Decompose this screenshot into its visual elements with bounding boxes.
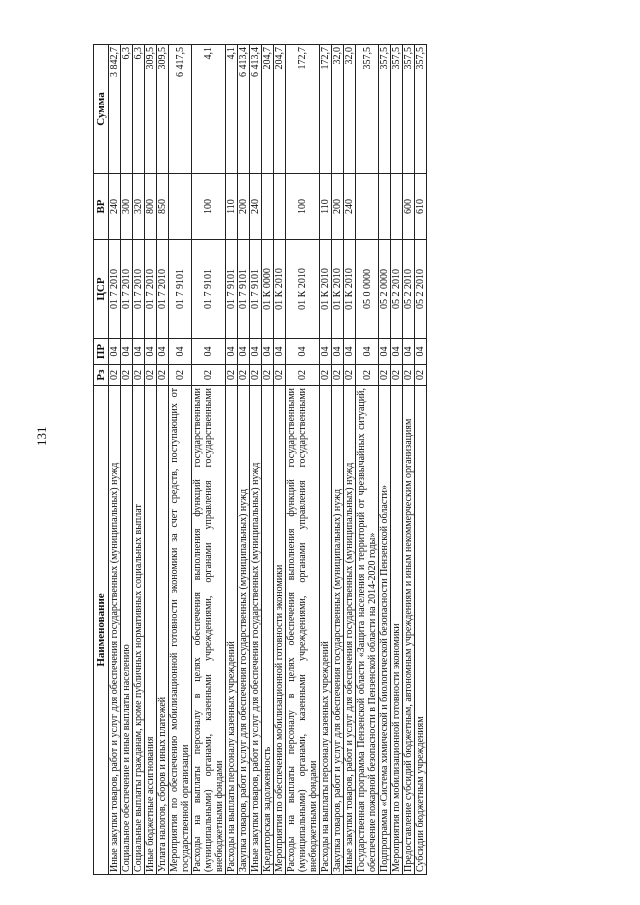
cell-rz: 02 — [286, 365, 320, 386]
cell-rz: 02 — [415, 365, 427, 386]
cell-csr: 01 7 2010 — [157, 240, 169, 339]
table-row — [192, 45, 226, 875]
cell-csr: 01 К 2010 — [320, 240, 332, 339]
cell-vr — [169, 174, 192, 240]
table-row — [109, 45, 121, 875]
cell-vr — [262, 174, 274, 240]
cell-name: Субсидии бюджетным учреждениям — [415, 386, 427, 875]
cell-pr: 04 — [109, 339, 121, 365]
cell-pr: 04 — [356, 339, 379, 365]
cell-name: Мероприятия по обеспечению мобилизационной готовности экономики за счет средств, поступающих от государственной организации — [169, 386, 192, 875]
cell-name: Кредиторская задолженность — [262, 386, 274, 875]
cell-pr: 04 — [192, 339, 226, 365]
table-row — [121, 45, 133, 875]
cell-rz: 02 — [391, 365, 403, 386]
cell-pr: 04 — [226, 339, 238, 365]
cell-sum: 6,3 — [121, 45, 133, 174]
cell-pr: 04 — [169, 339, 192, 365]
cell-sum: 3 842,7 — [109, 45, 121, 174]
header-pr: ПР — [94, 339, 109, 365]
cell-sum: 32,0 — [332, 45, 344, 174]
cell-rz: 02 — [145, 365, 157, 386]
cell-vr — [274, 174, 286, 240]
budget-table-container — [93, 45, 548, 875]
cell-sum: 6 417,5 — [169, 45, 192, 174]
cell-csr: 01 7 2010 — [133, 240, 145, 339]
cell-vr: 200 — [238, 174, 250, 240]
header-sum: Сумма — [94, 45, 109, 174]
cell-pr: 04 — [415, 339, 427, 365]
cell-rz: 02 — [169, 365, 192, 386]
cell-rz: 02 — [403, 365, 415, 386]
cell-sum: 32,0 — [344, 45, 356, 174]
cell-csr: 01 7 9101 — [169, 240, 192, 339]
cell-rz: 02 — [320, 365, 332, 386]
cell-rz: 02 — [157, 365, 169, 386]
cell-vr: 110 — [320, 174, 332, 240]
cell-pr: 04 — [250, 339, 262, 365]
cell-csr: 05 2 0000 — [379, 240, 391, 339]
cell-name: Государственная программа Пензенской области «Защита населения и территорий от чрезвычайных ситуаций, обеспечение пожарной безопасности в Пензенской области на 2014-2020 годы» — [356, 386, 379, 875]
cell-rz: 02 — [238, 365, 250, 386]
cell-csr: 01 7 2010 — [121, 240, 133, 339]
cell-vr: 320 — [133, 174, 145, 240]
cell-vr: 610 — [415, 174, 427, 240]
cell-rz: 02 — [379, 365, 391, 386]
cell-pr: 04 — [145, 339, 157, 365]
cell-name: Расходы на выплаты персоналу казенных учреждений — [320, 386, 332, 875]
cell-pr: 04 — [238, 339, 250, 365]
cell-vr: 110 — [226, 174, 238, 240]
cell-name: Социальные выплаты гражданам, кроме публичных нормативных социальных выплат — [133, 386, 145, 875]
cell-sum: 357,5 — [391, 45, 403, 174]
cell-name: Предоставление субсидий бюджетным, автономным учреждениям и иным некоммерческим организациям — [403, 386, 415, 875]
cell-sum: 172,7 — [286, 45, 320, 174]
cell-csr: 01 7 2010 — [145, 240, 157, 339]
cell-vr — [391, 174, 403, 240]
cell-rz: 02 — [109, 365, 121, 386]
table-body — [109, 45, 427, 875]
page-number: 131 — [34, 426, 49, 446]
cell-sum: 6,3 — [133, 45, 145, 174]
header-name: Наименование — [94, 386, 109, 875]
cell-csr: 05 2 2010 — [415, 240, 427, 339]
table-row — [332, 45, 344, 875]
cell-vr — [356, 174, 379, 240]
table-row — [157, 45, 169, 875]
table-row — [320, 45, 332, 875]
cell-vr: 240 — [109, 174, 121, 240]
table-row — [250, 45, 262, 875]
cell-rz: 02 — [133, 365, 145, 386]
table-row — [145, 45, 157, 875]
cell-rz: 02 — [344, 365, 356, 386]
header-csr: ЦСР — [94, 240, 109, 339]
cell-csr: 01 7 2010 — [109, 240, 121, 339]
table-row — [356, 45, 379, 875]
cell-pr: 04 — [121, 339, 133, 365]
table-row — [226, 45, 238, 875]
cell-rz: 02 — [262, 365, 274, 386]
cell-pr: 04 — [286, 339, 320, 365]
cell-sum: 357,5 — [415, 45, 427, 174]
cell-pr: 04 — [344, 339, 356, 365]
cell-sum: 172,7 — [320, 45, 332, 174]
table-row — [415, 45, 427, 875]
cell-sum: 204,7 — [262, 45, 274, 174]
table-row — [344, 45, 356, 875]
table-row — [262, 45, 274, 875]
table-row — [133, 45, 145, 875]
cell-pr: 04 — [262, 339, 274, 365]
cell-rz: 02 — [226, 365, 238, 386]
cell-pr: 04 — [391, 339, 403, 365]
header-rz: Рз — [94, 365, 109, 386]
cell-name: Иные бюджетные ассигнования — [145, 386, 157, 875]
cell-rz: 02 — [274, 365, 286, 386]
cell-sum: 6 413,4 — [238, 45, 250, 174]
table-row — [391, 45, 403, 875]
cell-name: Социальное обеспечение и иные выплаты населению — [121, 386, 133, 875]
cell-sum: 6 413,4 — [250, 45, 262, 174]
cell-sum: 357,5 — [403, 45, 415, 174]
cell-name: Расходы на выплаты персоналу казенных учреждений — [226, 386, 238, 875]
cell-name: Расходы на выплаты персоналу в целях обеспечения выполнения функций государственными (муниципальными) органами, казенными учреждениями, органами управления государственными внебюджетными фондами — [192, 386, 226, 875]
cell-csr: 01 7 9101 — [192, 240, 226, 339]
cell-vr: 100 — [286, 174, 320, 240]
cell-csr: 01 7 9101 — [238, 240, 250, 339]
cell-vr: 240 — [250, 174, 262, 240]
cell-csr: 01 7 9101 — [226, 240, 238, 339]
cell-vr — [379, 174, 391, 240]
cell-sum: 204,7 — [274, 45, 286, 174]
cell-csr: 05 2 2010 — [403, 240, 415, 339]
header-vr: ВР — [94, 174, 109, 240]
budget-table — [93, 44, 427, 875]
cell-vr: 800 — [145, 174, 157, 240]
cell-name: Иные закупки товаров, работ и услуг для обеспечения государственных (муниципальных) нужд — [109, 386, 121, 875]
table-row — [403, 45, 415, 875]
cell-name: Мероприятия по мобилизационной готовности экономики — [391, 386, 403, 875]
cell-pr: 04 — [379, 339, 391, 365]
cell-sum: 357,5 — [379, 45, 391, 174]
cell-pr: 04 — [274, 339, 286, 365]
cell-csr: 05 2 2010 — [391, 240, 403, 339]
cell-sum: 309,5 — [157, 45, 169, 174]
cell-pr: 04 — [320, 339, 332, 365]
cell-name: Уплата налогов, сборов и иных платежей — [157, 386, 169, 875]
cell-rz: 02 — [121, 365, 133, 386]
cell-rz: 02 — [332, 365, 344, 386]
cell-vr: 300 — [121, 174, 133, 240]
cell-csr: 01 К 2010 — [286, 240, 320, 339]
cell-sum: 309,5 — [145, 45, 157, 174]
cell-vr: 200 — [332, 174, 344, 240]
cell-name: Иные закупки товаров, работ и услуг для обеспечения государственных (муниципальных) нужд — [250, 386, 262, 875]
cell-name: Закупка товаров, работ и услуг для обеспечения государственных (муниципальных) нужд — [332, 386, 344, 875]
cell-csr: 05 0 0000 — [356, 240, 379, 339]
cell-csr: 01 К 2010 — [274, 240, 286, 339]
cell-vr: 850 — [157, 174, 169, 240]
table-header-row — [94, 45, 109, 875]
cell-sum: 4,1 — [226, 45, 238, 174]
cell-csr: 01 К 0000 — [262, 240, 274, 339]
table-row — [379, 45, 391, 875]
table-row — [169, 45, 192, 875]
cell-name: Мероприятия по обеспечению мобилизационной готовности экономики — [274, 386, 286, 875]
cell-name: Расходы на выплаты персоналу в целях обеспечения выполнения функций государственными (муниципальными) органами, казенными учреждениями, органами управления государственными внебюджетными фондами — [286, 386, 320, 875]
cell-sum: 357,5 — [356, 45, 379, 174]
cell-pr: 04 — [133, 339, 145, 365]
cell-rz: 02 — [192, 365, 226, 386]
table-row — [238, 45, 250, 875]
cell-sum: 4,1 — [192, 45, 226, 174]
cell-rz: 02 — [356, 365, 379, 386]
cell-vr: 100 — [192, 174, 226, 240]
cell-pr: 04 — [157, 339, 169, 365]
cell-name: Иные закупки товаров, работ и услуг для обеспечения государственных (муниципальных) нужд — [344, 386, 356, 875]
table-row — [286, 45, 320, 875]
cell-rz: 02 — [250, 365, 262, 386]
cell-pr: 04 — [403, 339, 415, 365]
cell-vr: 600 — [403, 174, 415, 240]
cell-pr: 04 — [332, 339, 344, 365]
cell-vr: 240 — [344, 174, 356, 240]
table-row — [274, 45, 286, 875]
cell-csr: 01 7 9101 — [250, 240, 262, 339]
cell-name: Подпрограмма «Система химической и биологической безопасности Пензенской области» — [379, 386, 391, 875]
cell-name: Закупка товаров, работ и услуг для обеспечения государственных (муниципальных) нужд — [238, 386, 250, 875]
cell-csr: 01 К 2010 — [332, 240, 344, 339]
cell-csr: 01 К 2010 — [344, 240, 356, 339]
